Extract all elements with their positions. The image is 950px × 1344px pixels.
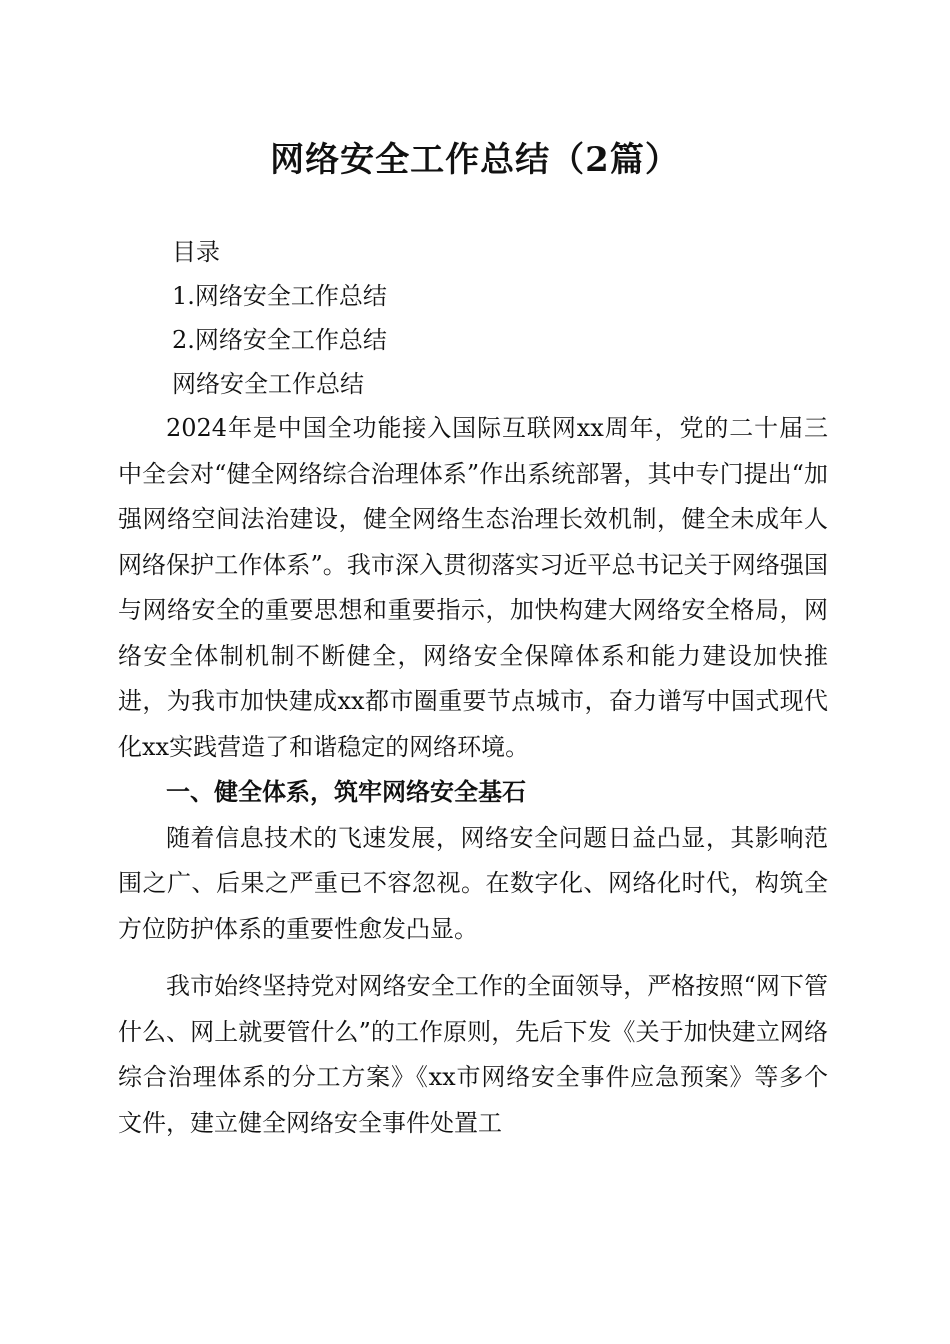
section-heading-1: 一、健全体系，筑牢网络安全基石 [166,778,526,806]
toc-item-2: 2.网络安全工作总结 [172,326,387,354]
paragraph-intro: 2024年是中国全功能接入国际互联网xx周年，党的二十届三中全会对“健全网络综合治理体系”作出系统部署，其中专门提出“加强网络空间法治建设，健全网络生态治理长效机制，健全未成年人网络保护工作体系”。我市深入贯彻落实习近平总书记关于网络强国与网络安全的重要思想和重要指示，加快构建大网络安全格局，网络安全体制机制不断健全，网络安全保障体系和能力建设加快推进，为我市加快建成xx都市圈重要节点城市，奋力谱写中国式现代化xx实践营造了和谐稳定的网络环境。 [118,414,828,761]
toc-item-1: 1.网络安全工作总结 [172,282,387,310]
article-body [118,406,828,1146]
table-of-contents [172,230,387,406]
document-title: 网络安全工作总结（2篇） [270,140,680,180]
paragraph-3: 我市始终坚持党对网络安全工作的全面领导，严格按照“网下管什么、网上就要管什么”的工作原则，先后下发《关于加快建立网络综合治理体系的分工方案》《xx市网络安全事件应急预案》等多个文件，建立健全网络安全事件处置工 [118,972,828,1137]
toc-heading: 目录 [172,238,220,266]
article-title: 网络安全工作总结 [172,370,364,398]
paragraph-2: 随着信息技术的飞速发展，网络安全问题日益凸显，其影响范围之广、后果之严重已不容忽视。在数字化、网络化时代，构筑全方位防护体系的重要性愈发凸显。 [118,823,828,943]
